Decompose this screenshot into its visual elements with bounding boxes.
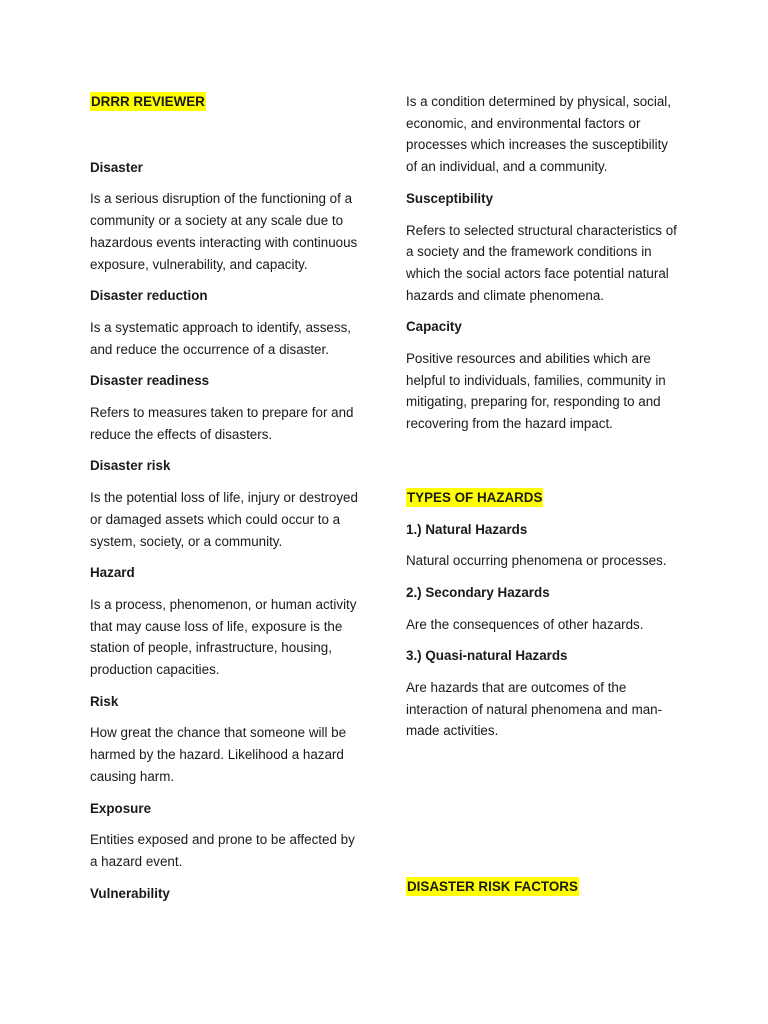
definition-quasi-natural-hazards: Are hazards that are outcomes of the interaction of natural phenomena and man-made activities. [406, 680, 663, 739]
definition-susceptibility: Refers to selected structural characteristics of a society and the framework conditions in which the social actors face potential natural hazards and climate phenomena. [406, 222, 677, 303]
term-quasi-natural-hazards: 3.) Quasi-natural Hazards [406, 648, 568, 664]
definition-secondary-hazards: Are the consequences of other hazards. [406, 616, 644, 632]
definition-disaster-risk: Is the potential loss of life, injury or destroyed or damaged assets which could occur to a system, society, or a community. [90, 490, 358, 549]
spacer [406, 445, 681, 487]
definition-exposure: Entities exposed and prone to be affected by a hazard event. [90, 832, 355, 869]
spacer [90, 113, 365, 157]
disaster-risk-factors-heading [406, 876, 681, 898]
term-vulnerability: Vulnerability [90, 885, 170, 901]
definition-disaster: Is a serious disruption of the functioning of a community or a society at any scale due to hazardous events interacting with continuous exposure, vulnerability, and capacity. [90, 191, 358, 272]
term-hazard: Hazard [90, 565, 135, 581]
definition-hazard: Is a process, phenomenon, or human activity that may cause loss of life, exposure is the station of people, infrastructure, housing, production capacities. [90, 596, 357, 678]
definition-disaster-readiness: Refers to measures taken to prepare for and reduce the effects of disasters. [90, 405, 354, 442]
term-capacity: Capacity [406, 319, 462, 335]
left-column [90, 91, 365, 914]
document-title [90, 91, 365, 113]
term-risk: Risk [90, 693, 119, 709]
spacer [406, 752, 681, 876]
factors-heading-highlight: DISASTER RISK FACTORS [407, 879, 578, 895]
definition-natural-hazards: Natural occurring phenomena or processes. [406, 553, 667, 569]
term-natural-hazards: 1.) Natural Hazards [406, 521, 528, 537]
title-highlight: DRRR REVIEWER [91, 94, 205, 109]
term-disaster-reduction: Disaster reduction [90, 288, 208, 304]
definition-vulnerability: Is a condition determined by physical, social, economic, and environmental factors or processes which increases the susceptibility of an individual, and a community. [406, 94, 671, 175]
definition-disaster-reduction: Is a systematic approach to identify, assess, and reduce the occurrence of a disaster. [90, 319, 351, 357]
term-disaster-risk: Disaster risk [90, 458, 171, 474]
term-disaster-readiness: Disaster readiness [90, 373, 210, 389]
types-heading-highlight: TYPES OF HAZARDS [407, 489, 543, 505]
term-secondary-hazards: 2.) Secondary Hazards [406, 584, 550, 600]
term-susceptibility: Susceptibility [406, 190, 494, 206]
term-exposure: Exposure [90, 800, 152, 816]
definition-capacity: Positive resources and abilities which are helpful to individuals, families, community in mitigating, preparing for, responding to and recovering from the hazard impact. [406, 351, 666, 432]
right-column [406, 91, 681, 908]
types-of-hazards-heading [406, 487, 681, 509]
term-disaster: Disaster [90, 159, 143, 175]
definition-risk: How great the chance that someone will be harmed by the hazard. Likelihood a hazard causing harm. [90, 725, 347, 784]
